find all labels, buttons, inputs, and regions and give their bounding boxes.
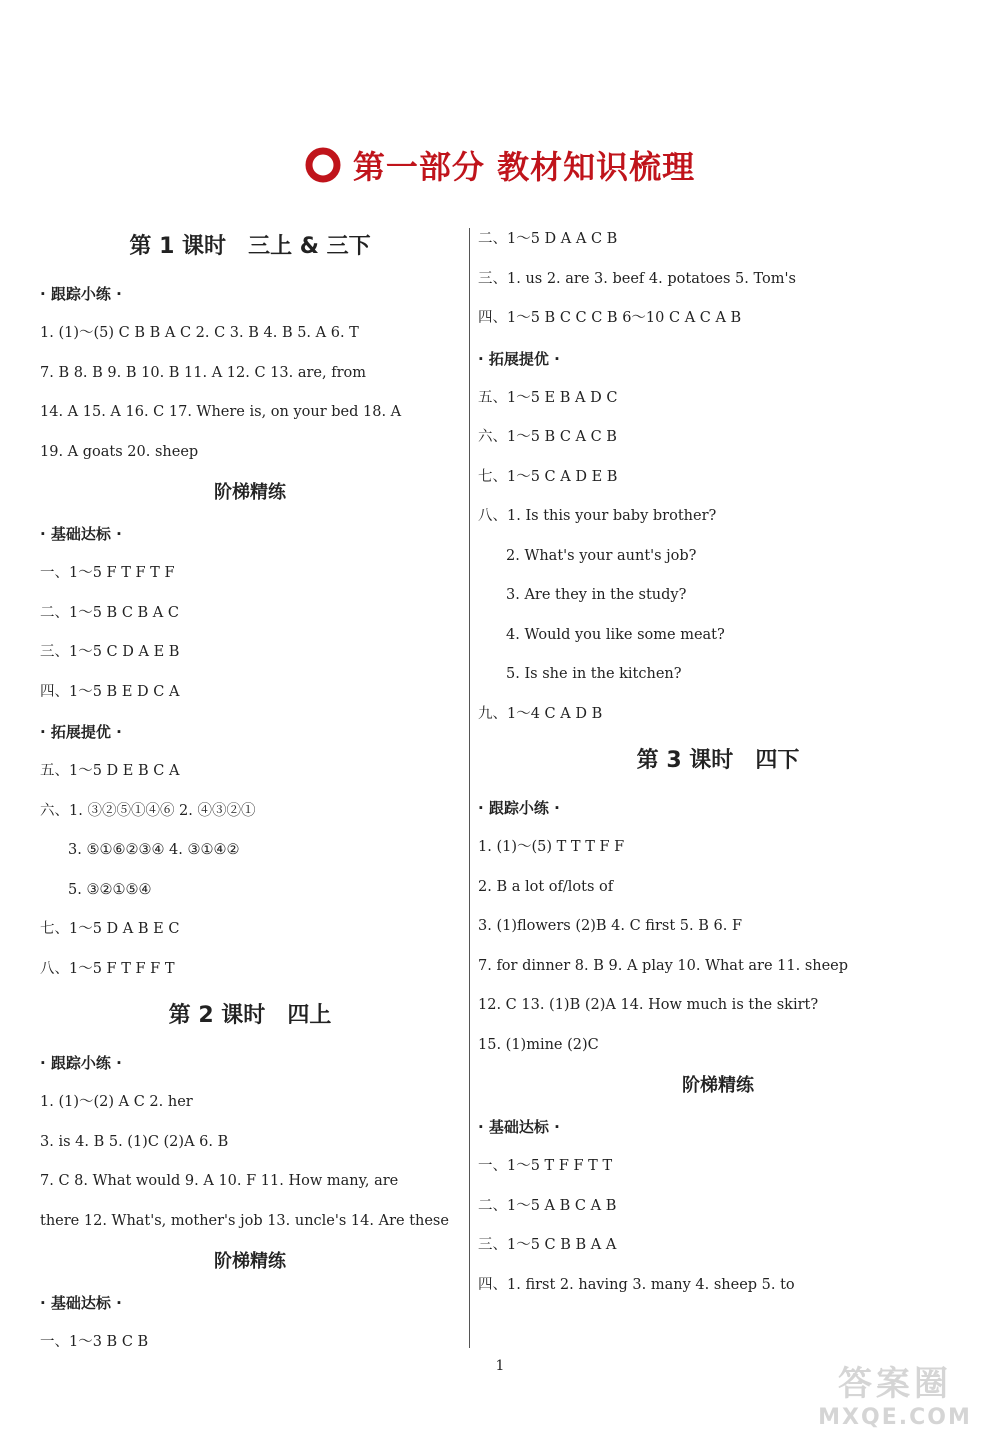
part-title: 第一部分 教材知识梳理 (352, 148, 696, 186)
red-ring-icon (305, 147, 341, 183)
answer-line: 三、1～5 C B B A A (478, 1237, 617, 1253)
answer-line: 3. is 4. B 5. (1)C (2)A 6. B (40, 1133, 229, 1150)
lesson-2-title: 第 2 课时 四上 (168, 1003, 332, 1028)
section-heading: · 基础达标 · (40, 1294, 122, 1312)
answer-line: 19. A goats 20. sheep (40, 443, 199, 460)
answer-line: 3. (1)flowers (2)B 4. C first 5. B 6. F (478, 918, 743, 934)
answer-line: 12. C 13. (1)B (2)A 14. How much is the skirt? (478, 997, 819, 1013)
answer-line: 二、1～5 A B C A B (478, 1197, 617, 1214)
answer-line: 三、1. us 2. are 3. beef 4. potatoes 5. Tom's (478, 270, 796, 287)
sub-title: 阶梯精练 (682, 1075, 754, 1096)
column-divider (469, 228, 470, 1348)
answer-line: 五、1～5 D E B C A (40, 763, 180, 779)
section-heading: · 跟踪小练 · (478, 799, 560, 817)
answer-line: 3. Are they in the study? (506, 587, 687, 603)
answer-line: 5. Is she in the kitchen? (506, 666, 682, 682)
answer-line: 一、1～3 B C B (40, 1334, 149, 1350)
answer-line: 7. B 8. B 9. B 10. B 11. A 12. C 13. are, from (40, 364, 367, 381)
answer-line: 1. (1)～(5) T T T F F (478, 839, 625, 855)
answer-line: 5. ③②①⑤④ (68, 881, 152, 898)
page-header (0, 140, 1000, 190)
lesson-1-title: 第 1 课时 三上 & 三下 (129, 234, 371, 259)
answer-line: 八、1. Is this your baby brother? (478, 508, 717, 524)
page-number: 1 (495, 1358, 505, 1374)
answer-line: 八、1～5 F T F F T (40, 960, 175, 977)
answer-line: 1. (1)～(5) C B B A C 2. C 3. B 4. B 5. A 6. T (40, 325, 359, 341)
answer-line: 四、1～5 B C C C B 6～10 C A C A B (478, 310, 742, 326)
answer-line: 七、1～5 C A D E B (478, 468, 618, 485)
answer-line: 4. Would you like some meat? (506, 626, 725, 643)
answer-line: 14. A 15. A 16. C 17. Where is, on your bed 18. A (40, 404, 402, 420)
answer-line: 五、1～5 E B A D C (478, 389, 618, 406)
answer-line: 六、1. ③②⑤①④⑥ 2. ④③②① (40, 802, 256, 819)
sub-title: 阶梯精练 (214, 1251, 286, 1272)
answer-line: 7. C 8. What would 9. A 10. F 11. How many, are (40, 1173, 399, 1189)
answer-line: 2. What's your aunt's job? (506, 547, 697, 564)
sub-title: 阶梯精练 (214, 482, 286, 503)
answer-line: 2. B a lot of/lots of (478, 878, 614, 895)
section-heading: · 跟踪小练 · (40, 1054, 122, 1072)
answer-line: 七、1～5 D A B E C (40, 921, 180, 937)
answer-line: 一、1～5 F T F T F (40, 565, 175, 581)
answer-line: 三、1～5 C D A E B (40, 644, 180, 660)
answer-line: 一、1～5 T F F T T (478, 1158, 613, 1174)
section-heading: · 拓展提优 · (478, 349, 560, 368)
answer-line: 二、1～5 D A A C B (478, 231, 618, 247)
answer-line: 四、1～5 B E D C A (40, 683, 180, 700)
left-column (40, 220, 460, 1363)
answer-line: 7. for dinner 8. B 9. A play 10. What are 11. sheep (478, 957, 849, 974)
site-watermark: 答案圈 MXQE.COM (818, 1364, 972, 1430)
answer-line: 1. (1)～(2) A C 2. her (40, 1094, 193, 1110)
answer-line: 四、1. first 2. having 3. many 4. sheep 5. to (478, 1276, 795, 1293)
answer-line: 3. ⑤①⑥②③④ 4. ③①④② (68, 842, 240, 858)
section-heading: · 跟踪小练 · (40, 285, 122, 303)
right-column (478, 220, 958, 1305)
answer-line: 二、1～5 B C B A C (40, 604, 179, 621)
answer-line: 15. (1)mine (2)C (478, 1036, 599, 1053)
answer-line: 六、1～5 B C A C B (478, 429, 617, 445)
lesson-3-title: 第 3 课时 四下 (636, 748, 800, 773)
answer-line: there 12. What's, mother's job 13. uncle's 14. Are these (40, 1212, 449, 1229)
section-heading: · 基础达标 · (478, 1118, 560, 1136)
section-heading: · 拓展提优 · (40, 723, 122, 741)
answer-line: 九、1～4 C A D B (478, 705, 603, 722)
section-heading: · 基础达标 · (40, 525, 122, 543)
